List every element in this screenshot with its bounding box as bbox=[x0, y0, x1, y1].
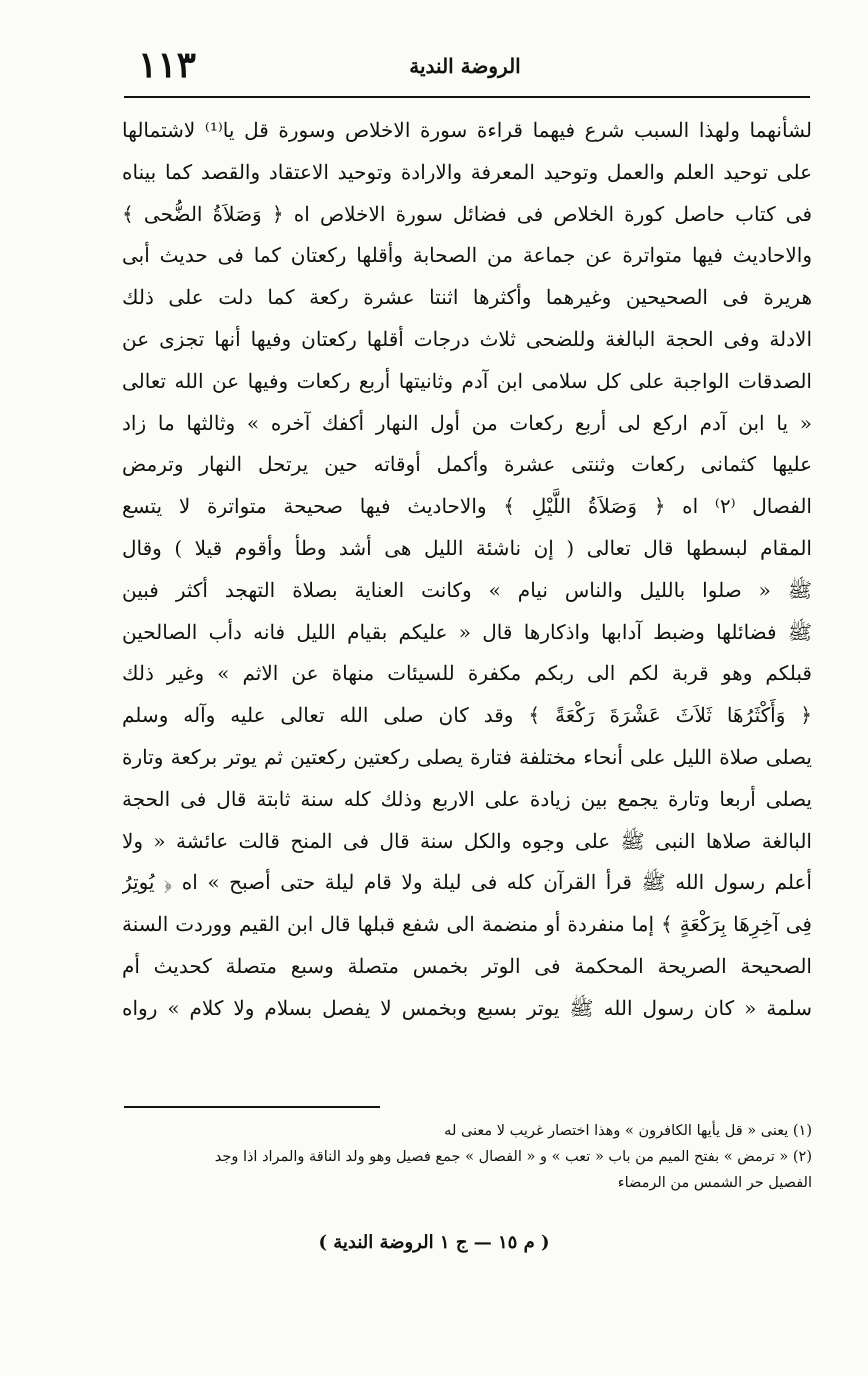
footnote-rule bbox=[124, 1106, 380, 1108]
footnote-2-continued: الفصيل حر الشمس من الرمضاء bbox=[617, 1175, 812, 1191]
footnote-2: (٢) « ترمض » بفتح الميم من باب « تعب » و « الفصال » جمع فصيل وهو ولد الناقة والمراد اذا وجد bbox=[214, 1149, 812, 1165]
text-line: الادلة وفى الحجة البالغة وللضحى ثلاث درجات أقلها ركعتان وفيها أنها تجزى عن bbox=[122, 326, 812, 351]
text-line: لشأنهما ولهذا السبب شرع فيهما قراءة سورة الاخلاص وسورة قل يا⁽¹⁾ لاشتمالها bbox=[122, 118, 812, 142]
text-line: البالغة صلاها النبى ﷺ على وجوه والكل سنة قال فى المنح قالت عائشة « ولا bbox=[122, 828, 812, 853]
running-title: الروضة الندية bbox=[409, 54, 521, 78]
text-line: « يا ابن آدم اركع لى أربع ركعات من أول النهار أكفك آخره » وثالثها ما زاد bbox=[122, 410, 812, 435]
text-line: هريرة فى الصحيحين وغيرهما وأكثرها اثنتا عشرة ركعة كما دلت على ذلك bbox=[122, 285, 812, 310]
text-line: الفصال ⁽٢⁾ اه ﴿ وَصَلاَةُ اللَّيْلِ ﴾ والاحاديث فيها صحيحة متواترة لا يتسع bbox=[122, 494, 812, 519]
text-line: سلمة « كان رسول الله ﷺ يوتر بسبع وبخمس لا يفصل بسلام ولا كلام » رواه bbox=[122, 995, 812, 1020]
text-line: ﴿ وَأَكْثَرُهَا ثَلاَثَ عَشْرَةَ رَكْعَةً ﴾ وقد كان صلى الله تعالى عليه وآله وسلم bbox=[122, 703, 812, 728]
text-line: المقام لبسطها قال تعالى ( إن ناشئة الليل هى أشد وطأ وأقوم قيلا ) وقال bbox=[122, 535, 812, 560]
page-header bbox=[120, 44, 810, 94]
footnote-1: (١) يعنى « قل يأيها الكافرون » وهذا اختصار غريب لا معنى له bbox=[444, 1123, 812, 1139]
text-line: عليها كثمانى ركعات وثنتى عشرة وأكمل أوقاته حين يرتحل النهار وترمض bbox=[122, 452, 812, 477]
text-line: ﷺ فضائلها وضبط آدابها واذكارها قال « عليكم بقيام الليل فانه دأب الصالحين bbox=[122, 619, 812, 644]
text-line: يصلى صلاة الليل على أنحاء مختلفة فتارة يصلى ركعتين ركعتين ثم يوتر بركعة وتارة bbox=[122, 744, 812, 769]
text-line: فى كتاب حاصل كورة الخلاص فى فضائل سورة الاخلاص اه ﴿ وَصَلاَةُ الضُّحى ﴾ bbox=[122, 201, 812, 226]
footnotes bbox=[122, 1118, 812, 1196]
page-number: ١١٣ bbox=[138, 44, 197, 86]
text-line: فِى آخِرِهَا بِرَكْعَةٍ ﴾ إما منفردة أو منضمة الى شفع قبلها قال ابن القيم ووردت السنة bbox=[122, 912, 812, 937]
text-line: يصلى أربعا وتارة يجمع بين زيادة على الاربع وذلك كله سنة ثابتة قال فى الحجة bbox=[122, 786, 812, 811]
text-line: الصحيحة الصريحة المحكمة فى الوتر بخمس متصلة وسبع متصلة كحديث أم bbox=[122, 953, 812, 978]
text-line: الصدقات الواجبة على كل سلامى ابن آدم وثانيتها أربع ركعات وفيها عن الله تعالى bbox=[122, 368, 812, 393]
text-line: قبلكم وهو قربة لكم الى ربكم مكفرة للسيئات منهاة عن الاثم » وغير ذلك bbox=[122, 661, 812, 686]
printer-signature: ( م ١٥ — ج ١ الروضة الندية ) bbox=[318, 1232, 550, 1253]
header-rule bbox=[124, 96, 810, 98]
main-text bbox=[122, 110, 812, 1030]
text-line: والاحاديث فيها متواترة عن جماعة من الصحابة وأقلها ركعتان كما فى حديث أبى bbox=[122, 243, 812, 268]
text-line: أعلم رسول الله ﷺ قرأ القرآن كله فى ليلة ولا قام ليلة حتى أصبح » اه ﴿ يُوتِرُ bbox=[122, 870, 812, 895]
text-line: ﷺ « صلوا بالليل والناس نيام » وكانت العناية بصلاة التهجد أكثر فبين bbox=[122, 577, 812, 602]
text-line: على توحيد العلم والعمل وتوحيد المعرفة والارادة وتوحيد الاعتقاد والقصد كما بيناه bbox=[122, 159, 812, 184]
